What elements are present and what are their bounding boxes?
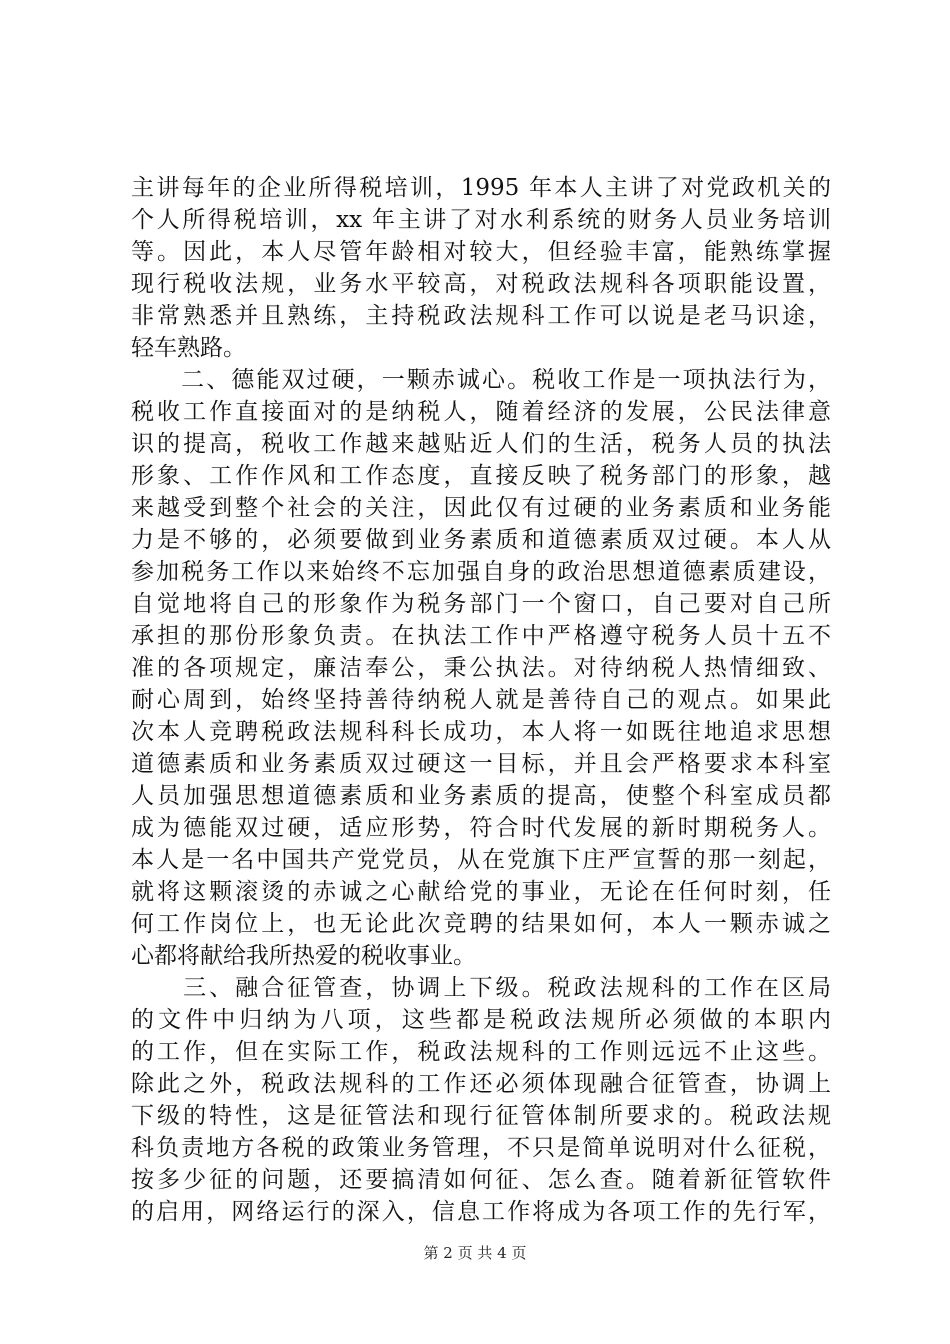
body-line: 识的提高，税收工作越来越贴近人们的生活，税务人员的执法 xyxy=(131,431,831,457)
body-line: 道德素质和业务素质双过硬这一目标，并且会严格要求本科室 xyxy=(131,751,831,777)
body-line: 按多少征的问题，还要搞清如何征、怎么查。随着新征管软件 xyxy=(131,1167,831,1193)
body-line: 二、德能双过硬，一颗赤诚心。税收工作是一项执法行为， xyxy=(131,367,831,393)
body-line: 的工作，但在实际工作，税政法规科的工作则远远不止这些。 xyxy=(131,1039,831,1065)
body-line: 科负责地方各税的政策业务管理，不只是简单说明对什么征税， xyxy=(131,1135,831,1161)
body-line: 的启用，网络运行的深入，信息工作将成为各项工作的先行军， xyxy=(131,1199,831,1225)
body-line: 非常熟悉并且熟练，主持税政法规科工作可以说是老马识途， xyxy=(131,303,831,329)
document-body xyxy=(131,172,831,1228)
body-line: 本人是一名中国共产党党员，从在党旗下庄严宣誓的那一刻起， xyxy=(131,847,831,873)
body-line: 承担的那份形象负责。在执法工作中严格遵守税务人员十五不 xyxy=(131,623,831,649)
body-line: 准的各项规定，廉洁奉公，秉公执法。对待纳税人热情细致、 xyxy=(131,655,831,681)
body-line: 来越受到整个社会的关注，因此仅有过硬的业务素质和业务能 xyxy=(131,495,831,521)
body-line: 参加税务工作以来始终不忘加强自身的政治思想道德素质建设， xyxy=(131,559,831,585)
body-line: 主讲每年的企业所得税培训，1995 年本人主讲了对党政机关的 xyxy=(131,175,831,201)
body-line: 现行税收法规，业务水平较高，对税政法规科各项职能设置， xyxy=(131,271,831,297)
body-line: 何工作岗位上，也无论此次竞聘的结果如何，本人一颗赤诚之 xyxy=(131,911,831,937)
body-line: 就将这颗滚烫的赤诚之心献给党的事业，无论在任何时刻，任 xyxy=(131,879,831,905)
body-line: 次本人竞聘税政法规科科长成功，本人将一如既往地追求思想 xyxy=(131,719,831,745)
body-line: 税收工作直接面对的是纳税人，随着经济的发展，公民法律意 xyxy=(131,399,831,425)
body-line: 下级的特性，这是征管法和现行征管体制所要求的。税政法规 xyxy=(131,1103,831,1129)
body-line: 除此之外，税政法规科的工作还必须体现融合征管查，协调上 xyxy=(131,1071,831,1097)
body-line: 耐心周到，始终坚持善待纳税人就是善待自己的观点。如果此 xyxy=(131,687,831,713)
body-line: 形象、工作作风和工作态度，直接反映了税务部门的形象，越 xyxy=(131,463,831,489)
body-line: 等。因此，本人尽管年龄相对较大，但经验丰富，能熟练掌握 xyxy=(131,239,831,265)
body-line: 个人所得税培训，xx 年主讲了对水利系统的财务人员业务培训 xyxy=(131,207,831,233)
body-line: 成为德能双过硬，适应形势，符合时代发展的新时期税务人。 xyxy=(131,815,831,841)
body-line: 三、融合征管查，协调上下级。税政法规科的工作在区局 xyxy=(131,975,831,1001)
body-line: 轻车熟路。 xyxy=(131,335,246,361)
body-line: 的文件中归纳为八项，这些都是税政法规所必须做的本职内 xyxy=(131,1007,831,1033)
body-line: 力是不够的，必须要做到业务素质和道德素质双过硬。本人从 xyxy=(131,527,831,553)
body-line: 人员加强思想道德素质和业务素质的提高，使整个科室成员都 xyxy=(131,783,831,809)
body-line: 心都将献给我所热爱的税收事业。 xyxy=(131,943,476,969)
page-number-footer: 第 2 页 共 4 页 xyxy=(423,1244,527,1262)
body-line: 自觉地将自己的形象作为税务部门一个窗口，自己要对自己所 xyxy=(131,591,831,617)
